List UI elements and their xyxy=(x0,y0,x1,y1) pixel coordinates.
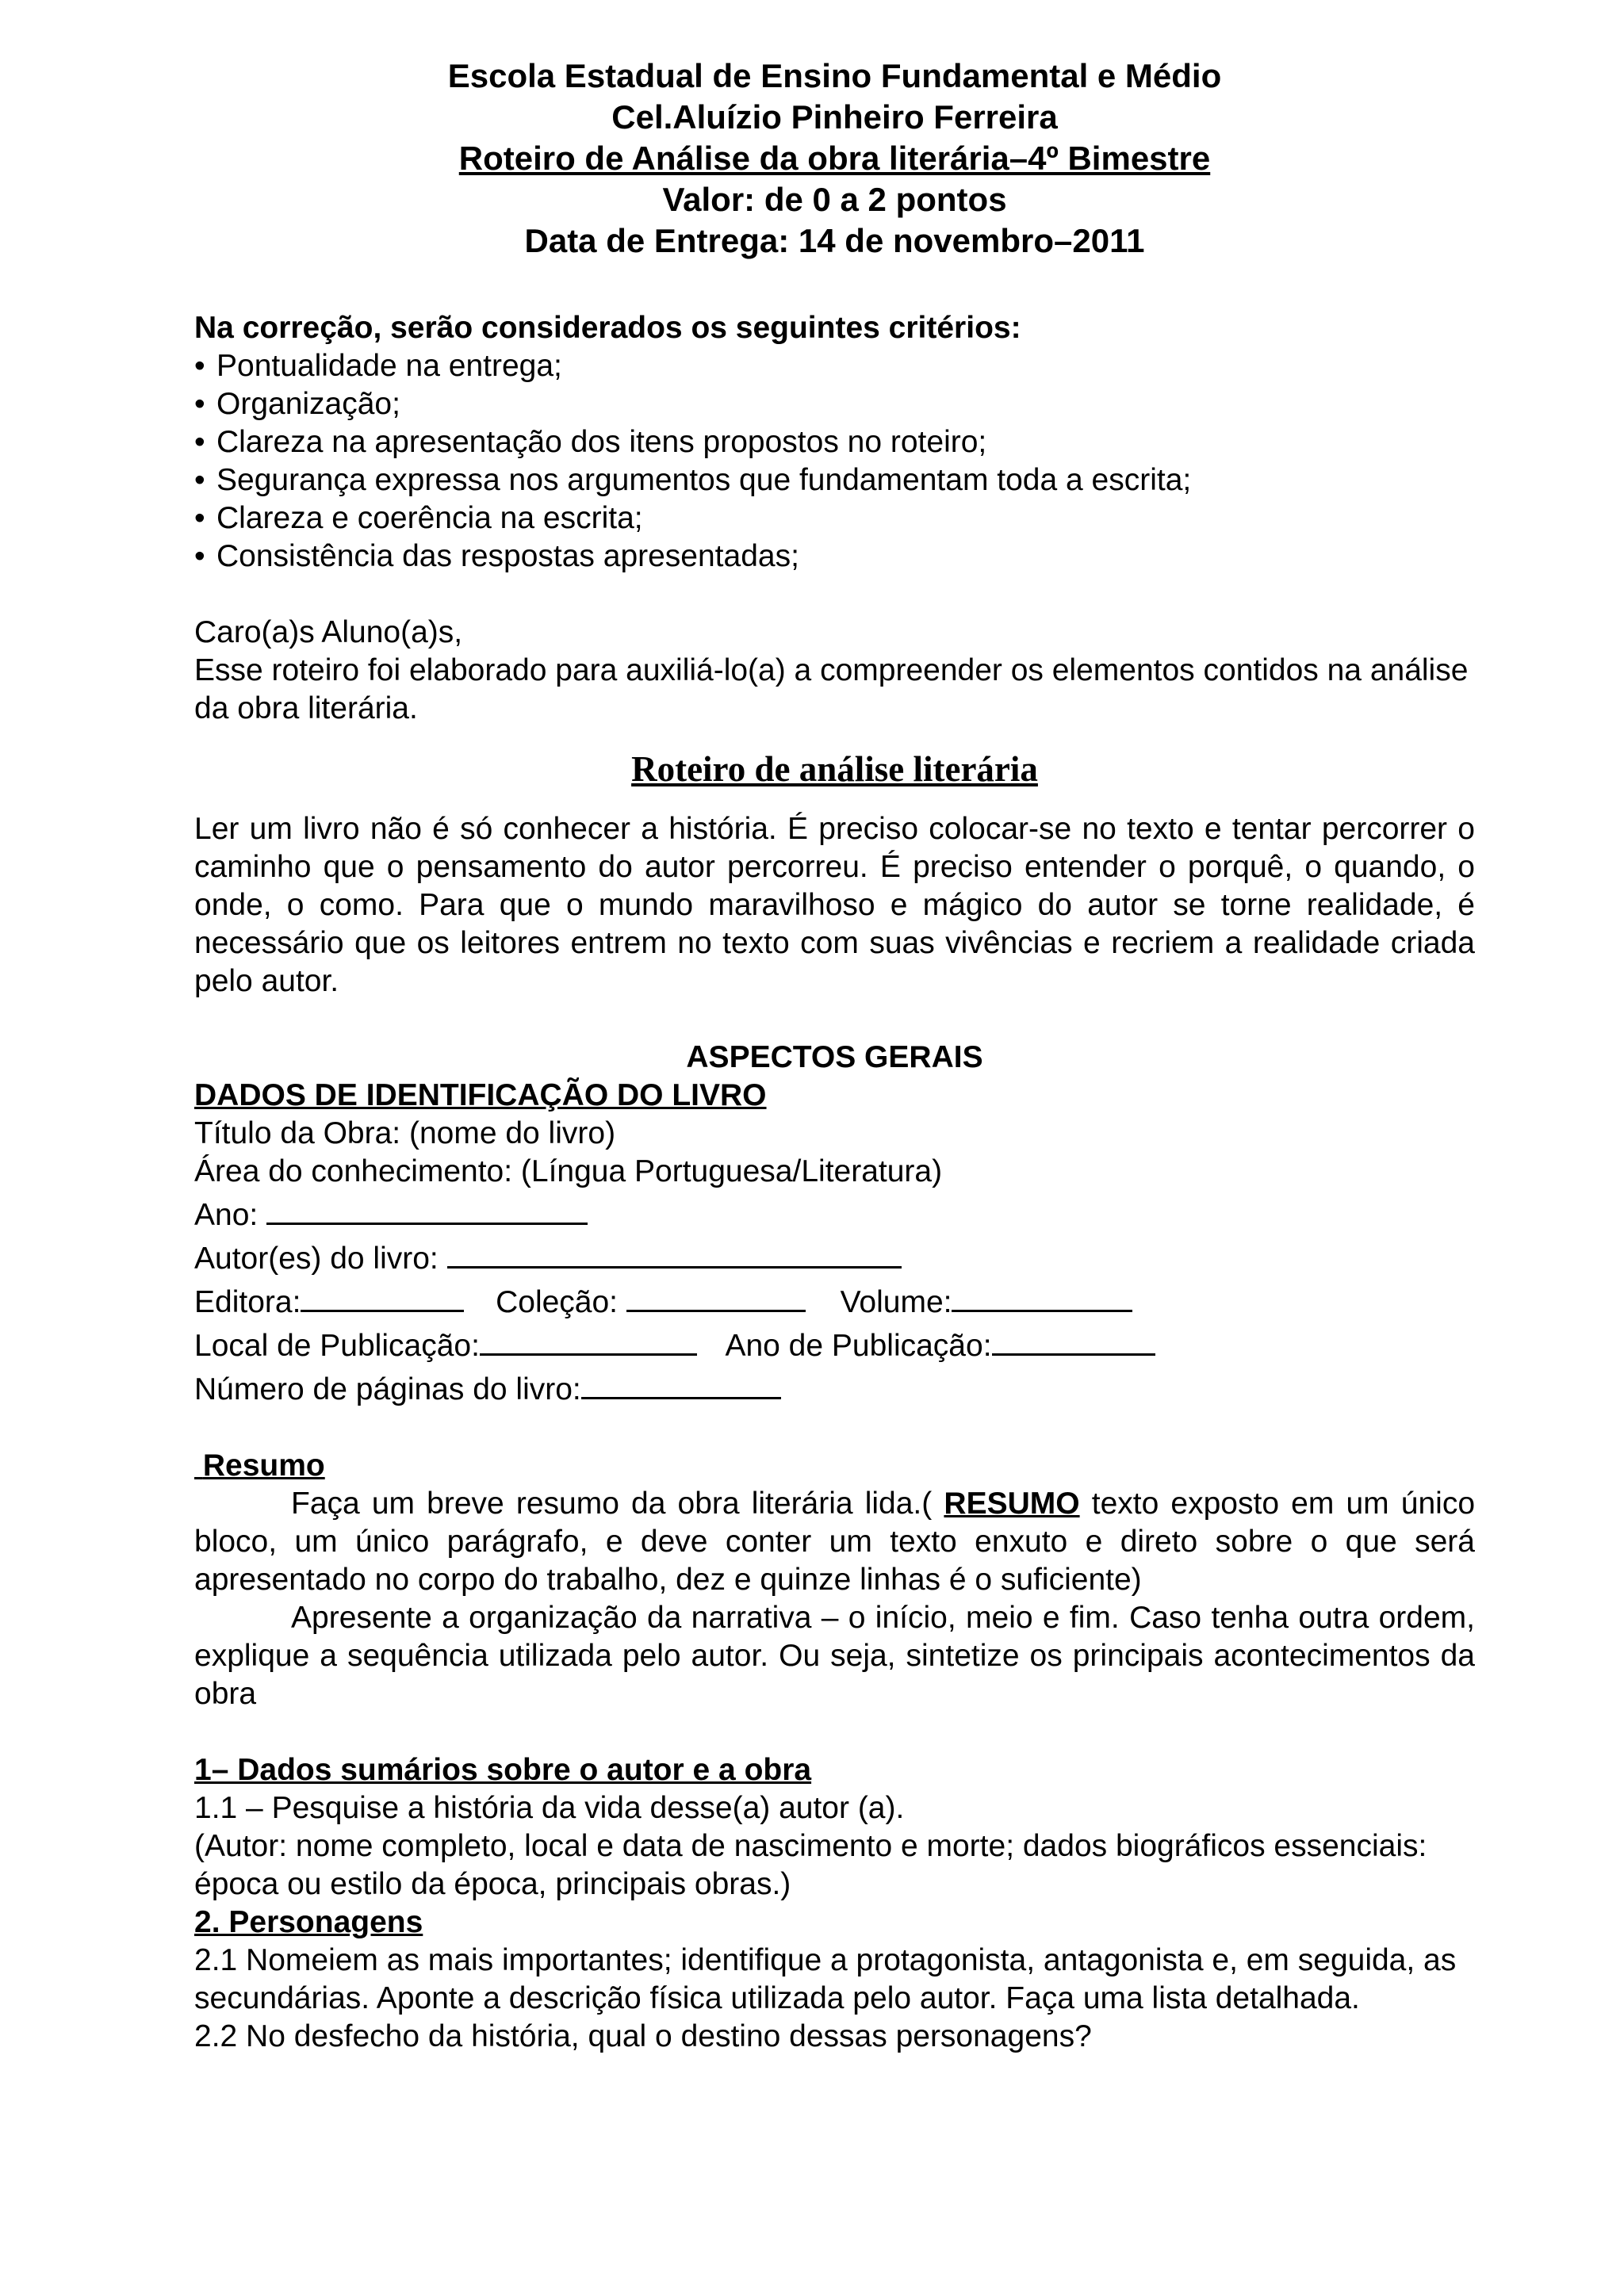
summary-p1-rest: texto exposto em um único bloco, um único parágrafo, e deve conter um texto enxuto e direto sobre o que será apresentado no corpo do trabalho, dez e quinze linhas é o suficiente) xyxy=(194,1487,1476,1597)
collection-blank[interactable] xyxy=(626,1278,806,1312)
spacer xyxy=(194,262,1475,309)
spacer xyxy=(194,576,1475,614)
publisher-blank[interactable] xyxy=(301,1278,464,1312)
author-row xyxy=(194,1234,1475,1278)
year-blank[interactable] xyxy=(266,1191,588,1225)
aspects-heading: ASPECTOS GERAIS xyxy=(686,1040,983,1074)
criteria-item-text: Clareza e coerência na escrita; xyxy=(216,501,643,535)
section-1-heading: 1– Dados sumários sobre o autor e a obra xyxy=(194,1753,812,1787)
summary-heading-text: Resumo xyxy=(202,1448,325,1483)
value-line: Valor: de 0 a 2 pontos xyxy=(662,181,1007,218)
spacer xyxy=(194,1001,1475,1039)
criteria-item xyxy=(194,423,1475,461)
pages-label: Número de páginas do livro: xyxy=(194,1372,581,1406)
section-1-item: 1.1 – Pesquise a história da vida desse(a) autor (a). xyxy=(194,1791,905,1825)
criteria-item xyxy=(194,538,1475,576)
bullet-icon: • xyxy=(194,387,205,421)
pages-row xyxy=(194,1365,1475,1409)
publication-year-label: Ano de Publicação: xyxy=(725,1329,992,1363)
school-name-line: Cel.Aluízio Pinheiro Ferreira xyxy=(611,98,1058,136)
volume-blank[interactable] xyxy=(952,1278,1132,1312)
section-2-item-2: 2.2 No desfecho da história, qual o destino dessas personagens? xyxy=(194,2019,1092,2053)
collection-label: Coleção: xyxy=(496,1285,619,1319)
identification-heading: DADOS DE IDENTIFICAÇÃO DO LIVRO xyxy=(194,1078,767,1112)
criteria-item-text: Consistência das respostas apresentadas; xyxy=(216,539,799,573)
knowledge-area-label: Área do conhecimento: (Língua Portuguesa/Literatura) xyxy=(194,1154,943,1188)
spacer xyxy=(194,1713,1475,1751)
bullet-icon: • xyxy=(194,349,205,383)
document-title: Roteiro de Análise da obra literária–4º Bimestre xyxy=(458,140,1211,177)
intro-paragraph: Ler um livro não é só conhecer a história. É preciso colocar-se no texto e tentar percorrer o caminho que o pensamento do autor percorreu. É preciso entender o porquê, o quando, o onde, o como. Para que o mundo maravilhoso e mágico do autor se torne realidade, é necessário que os leitores entrem no texto com suas vivências e recriem a realidade criada pelo autor. xyxy=(194,812,1475,998)
author-label: Autor(es) do livro: xyxy=(194,1242,439,1276)
criteria-item-text: Segurança expressa nos argumentos que fundamentam toda a escrita; xyxy=(216,463,1192,497)
criteria-item-text: Organização; xyxy=(216,387,400,421)
criteria-item-text: Pontualidade na entrega; xyxy=(216,349,562,383)
publication-year-blank[interactable] xyxy=(992,1322,1155,1356)
school-line: Escola Estadual de Ensino Fundamental e Médio xyxy=(447,57,1222,94)
criteria-heading: Na correção, serão considerados os seguintes critérios: xyxy=(194,311,1021,345)
bullet-icon: • xyxy=(194,463,205,497)
publication-row xyxy=(194,1322,1475,1365)
bullet-icon: • xyxy=(194,501,205,535)
section-2-heading: 2. Personagens xyxy=(194,1905,423,1939)
year-label: Ano: xyxy=(194,1198,259,1232)
bullet-icon: • xyxy=(194,539,205,573)
book-title-label: Título da Obra: (nome do livro) xyxy=(194,1116,616,1150)
summary-paragraph-1 xyxy=(194,1485,1475,1599)
bullet-icon: • xyxy=(194,425,205,459)
summary-heading xyxy=(194,1447,1475,1485)
spacer xyxy=(194,1409,1475,1447)
greeting-salutation: Caro(a)s Aluno(a)s, xyxy=(194,615,463,649)
publication-place-blank[interactable] xyxy=(480,1322,697,1356)
volume-label: Volume: xyxy=(840,1285,952,1319)
year-row xyxy=(194,1191,1475,1234)
spacer xyxy=(194,791,1475,810)
criteria-item xyxy=(194,385,1475,423)
criteria-item-text: Clareza na apresentação dos itens propostos no roteiro; xyxy=(216,425,987,459)
criteria-item xyxy=(194,347,1475,385)
greeting-text: Esse roteiro foi elaborado para auxiliá-lo(a) a compreender os elementos contidos na análise da obra literária. xyxy=(194,653,1469,725)
publisher-label: Editora: xyxy=(194,1285,301,1319)
section-1-note: (Autor: nome completo, local e data de nascimento e morte; dados biográficos essenciais: época ou estilo da época, principais obras.) xyxy=(194,1829,1427,1901)
summary-paragraph-2: Apresente a organização da narrativa – o início, meio e fim. Caso tenha outra ordem, explique a sequência utilizada pelo autor. Ou seja, sintetize os principais acontecimentos da obra xyxy=(194,1601,1475,1711)
section-title: Roteiro de análise literária xyxy=(631,749,1038,789)
section-2-item-1: 2.1 Nomeiem as mais importantes; identifique a protagonista, antagonista e, em seguida, as secundárias. Aponte a descrição física utilizada pelo autor. Faça uma lista detalhada. xyxy=(194,1943,1457,2015)
criteria-list xyxy=(194,347,1475,576)
spacer xyxy=(194,728,1475,747)
summary-p1-bold: RESUMO xyxy=(944,1487,1080,1521)
pages-blank[interactable] xyxy=(581,1365,781,1399)
criteria-item xyxy=(194,499,1475,538)
criteria-item xyxy=(194,461,1475,499)
publication-place-label: Local de Publicação: xyxy=(194,1329,480,1363)
summary-p1-text: Faça um breve resumo da obra literária lida.( xyxy=(291,1487,933,1521)
due-date-line: Data de Entrega: 14 de novembro–2011 xyxy=(524,222,1145,259)
publisher-row xyxy=(194,1278,1475,1322)
document-content xyxy=(194,55,1475,2056)
author-blank[interactable] xyxy=(447,1234,902,1269)
